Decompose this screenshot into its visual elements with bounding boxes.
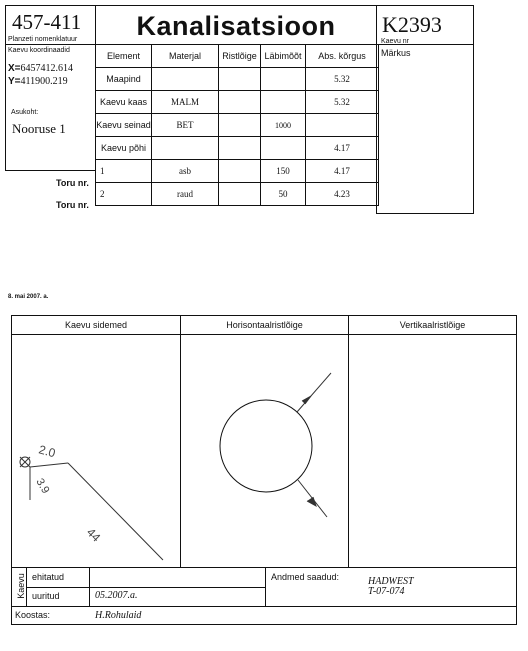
pipe-outlet [298, 480, 327, 517]
document-date: 8. mai 2007. a. [8, 294, 49, 300]
pipe-diameter: 50 [261, 183, 306, 206]
source-label: Andmed saadud: [271, 572, 340, 582]
row-material: MALM [152, 91, 219, 114]
row-element: Kaevu seinad [96, 114, 152, 137]
x-value: 6457412.614 [20, 63, 74, 74]
compiled-label: Koostas: [15, 610, 51, 620]
surveyed-value: 05.2007.a. [95, 590, 138, 601]
sketch-label: 3.9 [33, 476, 52, 496]
footer-frame [11, 567, 517, 607]
sheet-number: 457-411 [12, 10, 82, 34]
address-label: Asukoht: [11, 109, 39, 116]
pipe-height: 4.23 [306, 183, 379, 206]
sketch-label: 2.0 [37, 442, 57, 461]
row-material: BET [152, 114, 219, 137]
sketch-line [68, 463, 163, 560]
pipe-material: asb [152, 160, 219, 183]
pipe-label: Toru nr. [56, 200, 89, 210]
y-label: Y= [8, 76, 21, 87]
pipe-height: 4.17 [306, 160, 379, 183]
column-header: Materjal [152, 45, 219, 68]
footer-mid-divider [265, 568, 266, 606]
notes-label: Märkus [381, 48, 411, 58]
well-cross-section [220, 400, 312, 492]
sketch-line [30, 463, 68, 467]
pipe-label: Toru nr. [56, 178, 89, 188]
row-height: 4.17 [306, 137, 379, 160]
pipe-diameter: 150 [261, 160, 306, 183]
address-value: Nooruse 1 [12, 121, 66, 136]
source-value-2: T-07-074 [368, 586, 405, 597]
x-label: X= [8, 63, 21, 74]
footer-row-line [26, 587, 265, 588]
panel-title-right: Vertikaalristlõige [399, 320, 466, 330]
y-value: 411900.219 [20, 76, 68, 87]
surveyed-label: uuritud [32, 591, 60, 601]
footer-side-label: Kaevu [16, 573, 26, 599]
source-value-1: HADWEST [368, 576, 414, 587]
footer-label-divider [89, 568, 90, 606]
column-header: Läbimõõt [261, 45, 306, 68]
well-caption: Kaevu nr [381, 38, 410, 45]
column-header: Ristlõige [219, 45, 261, 68]
column-header: Abs. kõrgus [306, 45, 379, 68]
panel-title-left: Kaevu sidemed [64, 320, 128, 330]
row-element: Kaevu põhi [96, 137, 152, 160]
row-diameter: 1000 [261, 114, 306, 137]
connection-sketch [20, 457, 163, 560]
built-label: ehitatud [32, 572, 65, 582]
compiled-value: H.Rohulaid [95, 610, 142, 621]
sheet-caption: Planzeti nomenklatuur [8, 36, 78, 43]
pipe-number: 2 [96, 183, 152, 206]
page-title: Kanalisatsioon [136, 11, 336, 41]
pipe-number: 1 [96, 160, 152, 183]
panel-title-middle: Horisontaalristlõige [226, 320, 303, 330]
pipe-inlet [297, 373, 331, 412]
row-element: Maapind [96, 68, 152, 91]
well-number: K2393 [382, 12, 442, 37]
compiled-row [11, 606, 517, 625]
column-header: Element [96, 45, 152, 68]
row-height: 5.32 [306, 68, 379, 91]
row-height: 5.32 [306, 91, 379, 114]
pipe-material: raud [152, 183, 219, 206]
coords-label: Kaevu koordinaadid [8, 47, 70, 54]
sketch-label: 44 [83, 525, 104, 545]
row-element: Kaevu kaas [96, 91, 152, 114]
